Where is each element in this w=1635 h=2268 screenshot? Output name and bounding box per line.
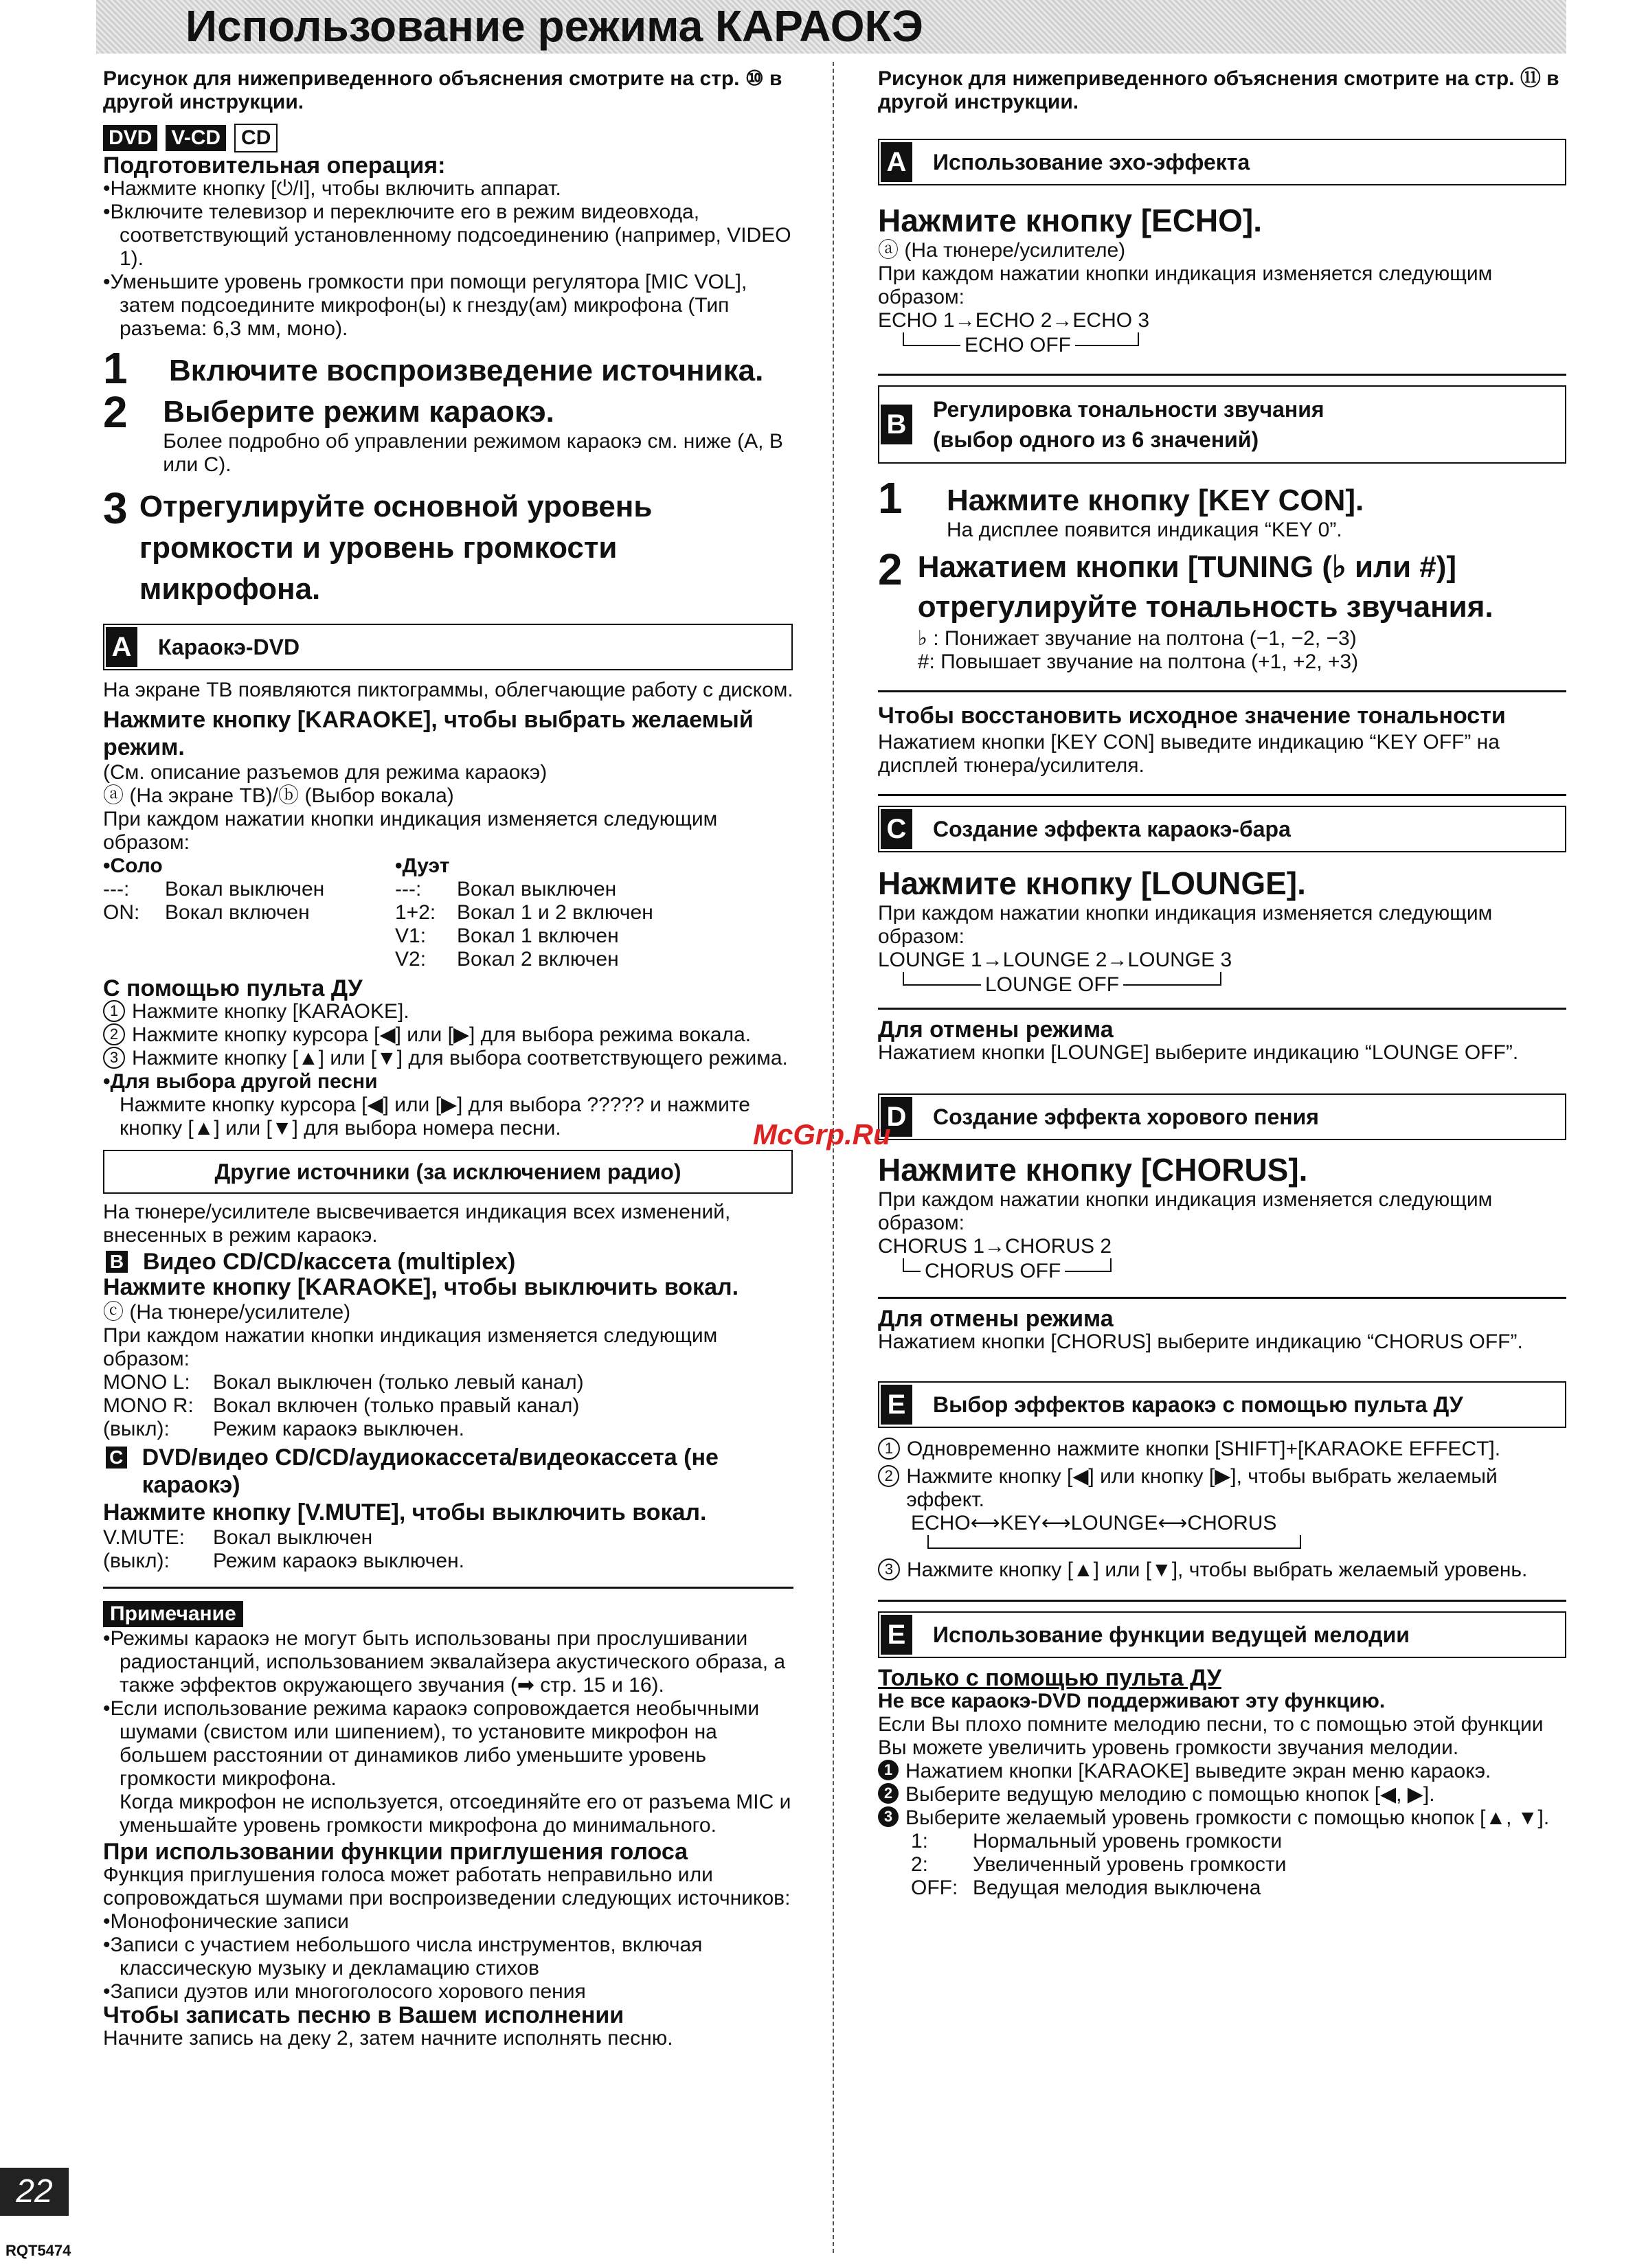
rule	[878, 690, 1566, 692]
melody-step: 1 Нажатием кнопки [KARAOKE] выведите экран меню караокэ.	[878, 1760, 1566, 1783]
not-all: Не все караокэ-DVD поддерживают эту функцию.	[878, 1690, 1386, 1712]
remote-only: Только с помощью пульта ДУ	[878, 1665, 1221, 1691]
echo-sub: ⓐ (На тюнере/усилителе)	[878, 239, 1126, 262]
section-a-header	[103, 624, 793, 670]
effect-loop	[878, 1535, 1566, 1558]
section-title: Регулировка тональности звучания	[933, 397, 1324, 422]
section-title: Использование функции ведущей мелодии	[933, 1622, 1410, 1647]
right-intro: Рисунок для нижеприведенного объяснения смотрите на стр. ⑪ в другой инструкции.	[878, 67, 1559, 113]
section-letter: A	[881, 142, 912, 182]
effect-item: 2 Нажмите кнопку [◀] или кнопку [▶], чтобы выбрать желаемый эффект.	[878, 1465, 1566, 1512]
chorus-sub: При каждом нажатии кнопки индикация изменяется следующим образом:	[878, 1188, 1493, 1234]
lounge-head: Нажмите кнопку [LOUNGE].	[878, 865, 1306, 901]
watermark: McGrp.Ru	[753, 1118, 891, 1150]
section-letter: E	[881, 1385, 912, 1425]
rule	[878, 374, 1566, 376]
section-lounge-header	[878, 806, 1566, 852]
section-sub: (См. описание разъемов для режима караокэ)	[103, 761, 548, 784]
section-sub: При каждом нажатии кнопки индикация изменяется следующим образом:	[103, 808, 718, 854]
loop-line	[927, 1535, 1301, 1549]
effect-sequence: ECHO⟷KEY⟷LOUNGE⟷CHORUS	[911, 1512, 1277, 1534]
section-c-heading	[103, 1444, 793, 1499]
other-song-text: Нажмите кнопку курсора [◀] или [▶] для выбора ????? и нажмите кнопку [▲] или [▼] для выбора номера песни.	[120, 1093, 750, 1139]
cancel-text: Нажатием кнопки [LOUNGE] выберите индикацию “LOUNGE OFF”.	[878, 1041, 1519, 1064]
step-text: Нажатием кнопки [TUNING (♭ или #)] отрегулируйте тональность звучания.	[917, 550, 1493, 624]
note-item: Когда микрофон не используется, отсоединяйте его от разъема MIC и уменьшайте уровень громкости микрофона до минимального.	[120, 1791, 791, 1837]
other-sources-box: Другие источники (за исключением радио)	[103, 1150, 793, 1194]
restore-text: Нажатием кнопки [KEY CON] выведите индикацию “KEY OFF” на дисплей тюнера/усилителя.	[878, 731, 1500, 777]
section-b-heading	[103, 1250, 793, 1273]
chorus-sequence: CHORUS 1→CHORUS 2	[878, 1235, 1112, 1258]
effect-item: 1 Одновременно нажмите кнопки [SHIFT]+[KARAOKE EFFECT].	[878, 1438, 1566, 1461]
mute-item: •Записи дуэтов или многоголосого хорового пения	[103, 1980, 586, 2003]
step-number: 1	[103, 343, 128, 393]
rule	[878, 1297, 1566, 1299]
note-item: •Если использование режима караокэ сопровождается необычными шумами (свистом или шипением), то установите микрофон на большем расстоянии от динамиков либо уменьшите уровень громкости микрофона.	[103, 1697, 760, 1790]
duet-row: V2: Вокал 2 включен	[395, 948, 619, 971]
section-letter: A	[106, 627, 137, 667]
vmute-row: V.MUTE: Вокал выключен	[103, 1526, 373, 1549]
mono-row: (выкл): Режим караокэ выключен.	[103, 1418, 464, 1440]
section-b-title: Видео CD/CD/кассета (multiplex)	[143, 1249, 516, 1275]
step-1	[103, 343, 793, 393]
key-step-2	[878, 547, 1566, 674]
note-heading-row	[103, 1601, 793, 1627]
echo-loop	[878, 332, 1566, 356]
section-letter: E	[881, 1615, 912, 1655]
duet-title: •Дуэт	[395, 854, 450, 877]
section-text: На экране ТВ появляются пиктограммы, облегчающие работу с диском.	[103, 679, 793, 701]
step-3	[103, 486, 793, 610]
section-melody-header	[878, 1611, 1566, 1658]
record-text: Начните запись на деку 2, затем начните исполнять песню.	[103, 2027, 673, 2050]
section-effects-header	[878, 1381, 1566, 1428]
solo-row: ---: Вокал выключен	[103, 878, 325, 900]
lounge-loop	[878, 972, 1566, 995]
disc-badges	[103, 124, 793, 152]
note-item: •Режимы караокэ не могут быть использованы при прослушивании радиостанций, использованием эквалайзера акустического образа, а также эффектов окружающего звучания (➡ стр. 15 и 16).	[103, 1627, 786, 1697]
key-step-1	[878, 473, 1566, 542]
step-number: 2	[103, 387, 128, 437]
section-c-title: DVD/видео CD/CD/аудиокассета/видеокассета (не караокэ)	[142, 1444, 719, 1498]
cancel-text: Нажатием кнопки [CHORUS] выберите индикацию “CHORUS OFF”.	[878, 1330, 1523, 1353]
section-b-head: Нажмите кнопку [KARAOKE], чтобы выключить вокал.	[103, 1274, 739, 1300]
lounge-sub: При каждом нажатии кнопки индикация изменяется следующим образом:	[878, 902, 1493, 948]
prep-item: •Включите телевизор и переключите его в режим видеовхода, соответствующий установленному подсоединению (например, VIDEO 1).	[103, 201, 791, 270]
note-heading: Примечание	[103, 1601, 243, 1627]
rule	[878, 794, 1566, 796]
section-chorus-header	[878, 1093, 1566, 1140]
other-song-title: •Для выбора другой песни	[103, 1070, 378, 1093]
other-sources-text: На тюнере/усилителе высвечивается индикация всех изменений, внесенных в режим караокэ.	[103, 1201, 731, 1247]
mute-title: При использовании функции приглушения голоса	[103, 1839, 688, 1865]
section-title: Караокэ-DVD	[158, 634, 300, 659]
section-head: Нажмите кнопку [KARAOKE], чтобы выбрать желаемый режим.	[103, 707, 754, 760]
section-letter: C	[881, 809, 912, 849]
echo-sub: При каждом нажатии кнопки индикация изменяется следующим образом:	[878, 262, 1493, 308]
step-subtext: Более подробно об управлении режимом караокэ см. ниже (A, B или C).	[163, 430, 783, 476]
record-title: Чтобы записать песню в Вашем исполнении	[103, 2002, 624, 2028]
lounge-sequence: LOUNGE 1→LOUNGE 2→LOUNGE 3	[878, 949, 1232, 971]
melody-step: 2 Выберите ведущую мелодию с помощью кнопок [◀, ▶].	[878, 1783, 1566, 1806]
vocal-modes	[103, 854, 793, 971]
chorus-off: CHORUS OFF	[921, 1260, 1065, 1283]
remote-title: С помощью пульта ДУ	[103, 975, 363, 1001]
step-text: Нажмите кнопку [KEY CON].	[947, 484, 1364, 517]
doc-code: RQT5474	[5, 2242, 71, 2259]
level-row: 2: Увеличенный уровень громкости	[911, 1853, 1287, 1876]
step-text: Включите воспроизведение источника.	[169, 354, 764, 387]
mute-text: Функция приглушения голоса может работать неправильно или сопровождаться шумами при воспроизведении следующих источников:	[103, 1863, 791, 1909]
prep-title: Подготовительная операция:	[103, 152, 446, 179]
left-column	[103, 67, 793, 2050]
remote-item: 1 Нажмите кнопку [KARAOKE].	[103, 1000, 793, 1023]
mute-item: •Монофонические записи	[103, 1910, 349, 1933]
duet-row: V1: Вокал 1 включен	[395, 925, 619, 947]
remote-item: 3 Нажмите кнопку [▲] или [▼] для выбора соответствующего режима.	[103, 1047, 793, 1070]
duet-list	[395, 854, 653, 971]
effect-item: 3 Нажмите кнопку [▲] или [▼], чтобы выбрать желаемый уровень.	[878, 1558, 1566, 1582]
section-b-sub: ⓒ (На тюнере/усилителе)	[103, 1301, 351, 1324]
section-letter: B	[881, 405, 912, 444]
step-number: 1	[878, 473, 903, 523]
section-b-sub: При каждом нажатии кнопки индикация изменяется следующим образом:	[103, 1324, 718, 1370]
level-row: 1: Нормальный уровень громкости	[911, 1830, 1283, 1852]
left-intro: Рисунок для нижеприведенного объяснения смотрите на стр. ⑩ в другой инструкции.	[103, 67, 782, 113]
restore-title: Чтобы восстановить исходное значение тональности	[878, 703, 1506, 729]
section-sub: ⓐ (На экране ТВ)/ⓑ (Выбор вокала)	[103, 784, 454, 807]
rule	[878, 1008, 1566, 1010]
chorus-loop	[878, 1258, 1566, 1282]
section-title: Создание эффекта караокэ-бара	[933, 816, 1291, 841]
cancel-title: Для отмены режима	[878, 1306, 1114, 1332]
mute-item: •Записи с участием небольшого числа инструментов, включая классическую музыку и декламацию стихов	[103, 1934, 703, 1980]
step-text: Выберите режим караокэ.	[163, 395, 554, 429]
lounge-off: LOUNGE OFF	[981, 973, 1123, 997]
sharp-text: #: Повышает звучание на полтона (+1, +2, +3)	[917, 650, 1359, 673]
page-title: Использование режима КАРАОКЭ	[185, 1, 923, 51]
section-title: Создание эффекта хорового пения	[933, 1104, 1319, 1129]
vmute-row: (выкл): Режим караокэ выключен.	[103, 1550, 464, 1572]
echo-sequence: ECHO 1→ECHO 2→ECHO 3	[878, 309, 1150, 332]
solo-row: ON: Вокал включен	[103, 901, 310, 924]
melody-text: Если Вы плохо помните мелодию песни, то с помощью этой функции Вы можете увеличить уровень громкости звучания мелодии.	[878, 1713, 1544, 1759]
mono-row: MONO L: Вокал выключен (только левый канал)	[103, 1371, 584, 1394]
rule	[878, 1600, 1566, 1602]
echo-head: Нажмите кнопку [ECHO].	[878, 203, 1263, 238]
step-number: 3	[103, 484, 128, 533]
section-letter-c: C	[106, 1447, 127, 1468]
badge-dvd: DVD	[103, 125, 157, 151]
step-2	[103, 387, 793, 477]
chorus-head: Нажмите кнопку [CHORUS].	[878, 1152, 1308, 1188]
level-row: OFF: Ведущая мелодия выключена	[911, 1876, 1261, 1899]
section-title: (выбор одного из 6 значений)	[933, 427, 1259, 452]
page-number: 22	[0, 2168, 69, 2216]
section-c-head: Нажмите кнопку [V.MUTE], чтобы выключить вокал.	[103, 1499, 707, 1526]
section-key-header	[878, 385, 1566, 464]
cancel-title: Для отмены режима	[878, 1017, 1114, 1043]
section-letter: D	[881, 1097, 912, 1137]
section-echo-header	[878, 139, 1566, 185]
section-title: Использование эхо-эффекта	[933, 149, 1250, 174]
right-column	[878, 67, 1566, 1900]
duet-row: 1+2: Вокал 1 и 2 включен	[395, 901, 653, 924]
step-text: Отрегулируйте основной уровень громкости и уровень громкости микрофона.	[139, 490, 653, 606]
echo-off: ECHO OFF	[960, 334, 1075, 357]
prep-item: •Уменьшите уровень громкости при помощи регулятора [MIC VOL], затем подсоедините микрофон(ы) к гнезду(ам) микрофона (Тип разъема: 6,3 мм, моно).	[103, 271, 747, 340]
prep-item: •Нажмите кнопку [⏻/I], чтобы включить аппарат.	[103, 177, 561, 200]
note-rule	[103, 1587, 793, 1589]
remote-item: 2 Нажмите кнопку курсора [◀] или [▶] для выбора режима вокала.	[103, 1023, 793, 1047]
section-title: Выбор эффектов караокэ с помощью пульта ДУ	[933, 1392, 1463, 1417]
step-subtext: На дисплее появится индикация “KEY 0”.	[947, 519, 1342, 541]
section-letter-b: B	[106, 1251, 128, 1273]
melody-step: 3 Выберите желаемый уровень громкости с помощью кнопок [▲, ▼].	[878, 1806, 1566, 1830]
solo-list	[103, 854, 395, 971]
column-divider	[833, 62, 834, 2253]
step-number: 2	[878, 545, 903, 594]
mono-row: MONO R: Вокал включен (только правый канал)	[103, 1394, 580, 1417]
duet-row: ---: Вокал выключен	[395, 878, 617, 900]
badge-vcd: V-CD	[166, 125, 226, 151]
badge-cd: CD	[234, 124, 278, 152]
flat-text: ♭ : Понижает звучание на полтона (−1, −2, −3)	[917, 627, 1357, 650]
solo-title: •Соло	[103, 854, 163, 877]
